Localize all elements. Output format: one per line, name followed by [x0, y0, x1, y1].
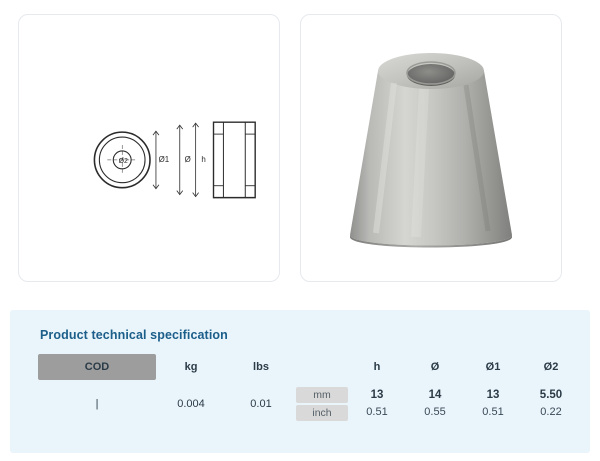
cell-d-mm: 14 — [428, 388, 442, 401]
header-kg: kg — [184, 361, 198, 373]
drawing-card — [18, 14, 280, 282]
cell-d-inch: 0.55 — [424, 406, 446, 418]
header-cod: COD — [38, 354, 156, 380]
photo-wrapper — [301, 15, 561, 281]
spec-header-row — [38, 354, 580, 380]
header-diameter-1: Ø1 — [485, 361, 501, 373]
cell-kg-value: 0.004 — [177, 397, 205, 410]
label-diameter-2: Ø2 — [118, 157, 128, 165]
header-diameter-2: Ø2 — [543, 361, 559, 373]
header-h: h — [373, 361, 381, 373]
cell-h-inch: 0.51 — [366, 406, 388, 418]
header-lbs: lbs — [253, 361, 269, 373]
spec-table — [38, 354, 580, 421]
unit-label-inch: inch — [296, 405, 348, 421]
header-unit-spacer — [296, 354, 348, 380]
label-height: h — [201, 154, 206, 164]
spec-title: Product technical specification — [40, 328, 228, 342]
section-outline — [214, 122, 256, 197]
photo-card — [300, 14, 562, 282]
label-diameter: Ø — [184, 154, 191, 164]
header-diameter: Ø — [430, 361, 440, 373]
unit-label-mm: mm — [296, 387, 348, 403]
cell-d1-inch: 0.51 — [482, 406, 504, 418]
label-diameter-1: Ø1 — [158, 154, 170, 164]
cell-d2-mm: 5.50 — [539, 388, 563, 401]
cell-h-mm: 13 — [370, 388, 384, 401]
cell-d2-inch: 0.22 — [540, 406, 562, 418]
cone-bore-hole — [407, 64, 455, 86]
cell-lbs-value: 0.01 — [250, 397, 272, 410]
product-technical-specification-panel — [10, 310, 590, 453]
technical-drawing-svg — [19, 15, 279, 281]
cell-cod-value: | — [95, 397, 99, 410]
anode-cone-illustration — [316, 23, 546, 273]
cell-d1-mm: 13 — [486, 388, 500, 401]
table-row-mm — [38, 386, 580, 403]
